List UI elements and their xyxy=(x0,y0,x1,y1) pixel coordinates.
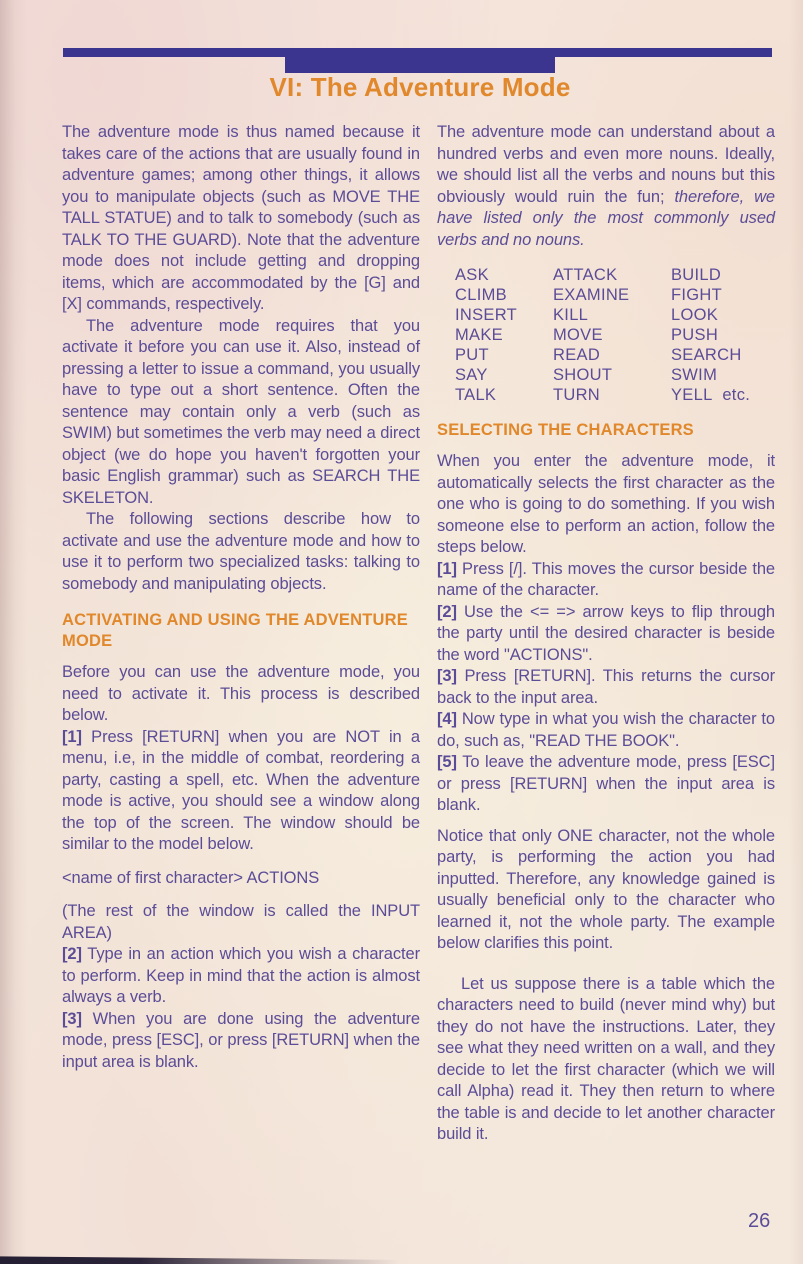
verb-cell: EXAMINE xyxy=(553,286,630,304)
verb-cell: BUILD xyxy=(671,266,722,284)
step-item xyxy=(437,666,775,709)
verb-cell: FIGHT xyxy=(671,286,722,304)
paragraph-italic-text: therefore, we have listed only the most commonly used verbs and no nouns. xyxy=(437,187,775,249)
page-number: 26 xyxy=(748,1210,771,1232)
step-item xyxy=(437,602,775,667)
step-number: [3] xyxy=(62,1009,82,1028)
verb-cell: KILL xyxy=(553,306,589,324)
verb-cell: TURN xyxy=(553,386,601,404)
step-text: Use the <= => arrow keys to flip through the party until the desired character is beside the word "ACTIONS". xyxy=(437,602,775,664)
step-number: [1] xyxy=(437,559,457,578)
paragraph: The following sections describe how to activate and use the adventure mode and how to use it to perform two specialized tasks: talking to somebody and manipulating objects. xyxy=(62,510,420,593)
paragraph: Let us suppose there is a table which the characters need to build (never mind why) but they do not have the instructions. Later, they see what they need written on a wall, and they decide to let the first character (which we will call Alpha) read it. They then return to where the table is and decide to let another character build it. xyxy=(437,974,775,1143)
step-text: Type in an action which you wish a character to perform. Keep in mind that the action is almost always a verb. xyxy=(62,945,420,1006)
step-item xyxy=(62,944,420,1009)
verb-cell: YELL etc. xyxy=(671,386,751,404)
verb-cell: LOOK xyxy=(671,306,719,324)
verb-cell: ATTACK xyxy=(553,266,618,284)
paragraph: The adventure mode requires that you activate it before you can use it. Also, instead of pressing a letter to issue a command, you usually have to type out a short sentence. Often the sentence may contain only a verb (such as SWIM) but sometimes the verb may need a direct object (we do hope you haven't forgotten your basic English grammar) such as SEARCH THE SKELETON. xyxy=(62,316,420,507)
step-number: [2] xyxy=(62,945,82,963)
bottom-page-edge-shadow xyxy=(0,1255,400,1264)
step-number: [1] xyxy=(62,727,82,746)
verb-cell: SHOUT xyxy=(553,366,613,384)
verb-cell: SEARCH xyxy=(671,346,742,364)
verb-cell: SAY xyxy=(455,366,488,384)
verb-cell: TALK xyxy=(455,386,497,404)
window-model-line: <name of first character> ACTIONS xyxy=(62,868,320,887)
step-text: To leave the adventure mode, press [ESC] or press [RETURN] when the input area is blank. xyxy=(437,753,775,814)
verb-cell: MAKE xyxy=(455,326,503,344)
scan-gutter-shadow xyxy=(0,0,28,1264)
step-number: [2] xyxy=(437,602,457,621)
step-item xyxy=(62,727,420,856)
section-heading-selecting: SELECTING THE CHARACTERS xyxy=(437,421,694,439)
verb-cell: MOVE xyxy=(553,326,603,344)
step-number: [4] xyxy=(437,710,457,728)
left-column xyxy=(62,122,420,1146)
step-text: Press [RETURN] when you are NOT in a menu, i.e, in the middle of combat, reordering a party, casting a spell, etc. When the adventure mode is active, you should see a window along the top of the screen. The window should be similar to the model below. xyxy=(62,727,420,853)
step-item xyxy=(62,1009,420,1074)
verb-cell: ASK xyxy=(455,266,489,284)
step-text: Press [/]. This moves the cursor beside the name of the character. xyxy=(437,559,775,599)
section-heading-activating: ACTIVATING AND USING THE ADVENTURE MODE xyxy=(62,611,408,650)
verb-cell: PUT xyxy=(455,346,489,364)
paragraph: The adventure mode is thus named because it takes care of the actions that are usually found in adventure games; among other things, it allows you to manipulate objects (such as MOVE THE TALL STATUE) and to talk to somebody (such as TALK TO THE GUARD). Note that the adventure mode does not include getting and dropping items, which are accommodated by the [G] and [X] commands, respectively. xyxy=(62,123,420,313)
header-bar-thick xyxy=(285,48,555,73)
two-column-text xyxy=(62,122,775,1146)
paragraph: When you enter the adventure mode, it automatically selects the first character as the one who is going to do something. If you wish someone else to perform an action, follow the steps below. xyxy=(437,452,775,556)
step-number: [5] xyxy=(437,753,457,771)
paragraph: Before you can use the adventure mode, you need to activate it. This process is described below. xyxy=(62,663,420,724)
paragraph: Notice that only ONE character, not the whole party, is performing the action you had inputted. Therefore, any knowledge gained is usually beneficial only to the character who learned it, not the whole party. The example below clarifies this point. xyxy=(437,826,775,952)
scan-edge-shade xyxy=(789,0,803,1264)
verb-cell: INSERT xyxy=(455,306,518,324)
verb-cell: READ xyxy=(553,346,601,364)
step-text: Press [RETURN]. This returns the cursor back to the input area. xyxy=(437,667,775,707)
step-item xyxy=(437,709,775,752)
verb-table xyxy=(455,265,775,405)
verb-cell: SWIM xyxy=(671,366,718,384)
step-text: When you are done using the adventure mode, press [ESC], or press [RETURN] when the input area is blank. xyxy=(62,1009,420,1071)
paragraph-text: The adventure mode can understand about a hundred verbs and even more nouns. Ideally, we should list all the verbs and nouns but this obviously would ruin the fun; xyxy=(437,123,775,206)
page-title: VI: The Adventure Mode xyxy=(269,72,571,102)
verb-cell: PUSH xyxy=(671,326,719,344)
step-number: [3] xyxy=(437,667,457,685)
input-area-note: (The rest of the window is called the INPUT AREA) xyxy=(62,902,420,942)
step-item xyxy=(437,559,775,602)
paragraph xyxy=(437,122,775,251)
step-item xyxy=(437,752,775,817)
verb-cell: CLIMB xyxy=(455,286,507,304)
step-text: Now type in what you wish the character to do, such as, "READ THE BOOK". xyxy=(437,710,775,750)
right-column xyxy=(437,122,775,1146)
